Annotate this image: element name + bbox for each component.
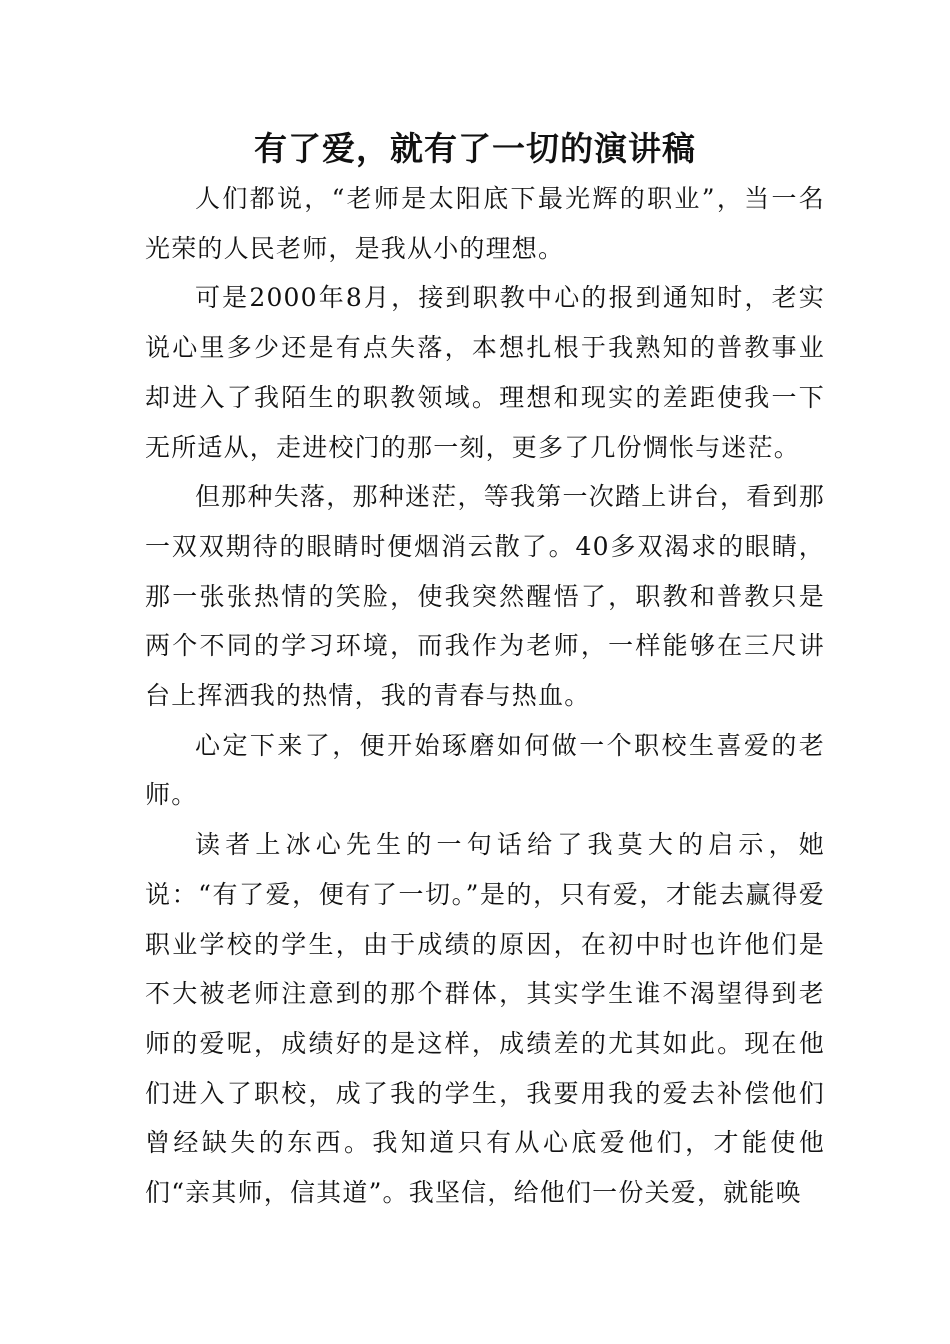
document-body: [145, 174, 825, 1218]
document-title: 有了爱，就有了一切的演讲稿: [254, 129, 696, 168]
paragraph-4: 心定下来了，便开始琢磨如何做一个职校生喜爱的老师。: [145, 730, 825, 810]
paragraph-3: 但那种失落，那种迷茫，等我第一次踏上讲台，看到那一双双期待的眼睛时便烟消云散了。40多双渴求的眼睛，那一张张热情的笑脸，使我突然醒悟了，职教和普教只是两个不同的学习环境，而我作为老师，一样能够在三尺讲台上挥洒我的热情，我的青春与热血。: [145, 482, 825, 711]
paragraph-2: 可是2000年8月，接到职教中心的报到通知时，老实说心里多少还是有点失落，本想扎根于我熟知的普教事业却进入了我陌生的职教领域。理想和现实的差距使我一下无所适从，走进校门的那一刻，更多了几份惆怅与迷茫。: [145, 283, 825, 462]
paragraph-1: 人们都说，“老师是太阳底下最光辉的职业”，当一名光荣的人民老师，是我从小的理想。: [145, 184, 825, 263]
paragraph-5: 读者上冰心先生的一句话给了我莫大的启示，她说：“有了爱，便有了一切。”是的，只有爱，才能去赢得爱职业学校的学生，由于成绩的原因，在初中时也许他们是不大被老师注意到的那个群体，其实学生谁不渴望得到老师的爱呢，成绩好的是这样，成绩差的尤其如此。现在他们进入了职校，成了我的学生，我要用我的爱去补偿他们曾经缺失的东西。我知道只有从心底爱他们，才能使他们“亲其师，信其道”。我坚信，给他们一份关爱，就能唤: [145, 830, 825, 1208]
